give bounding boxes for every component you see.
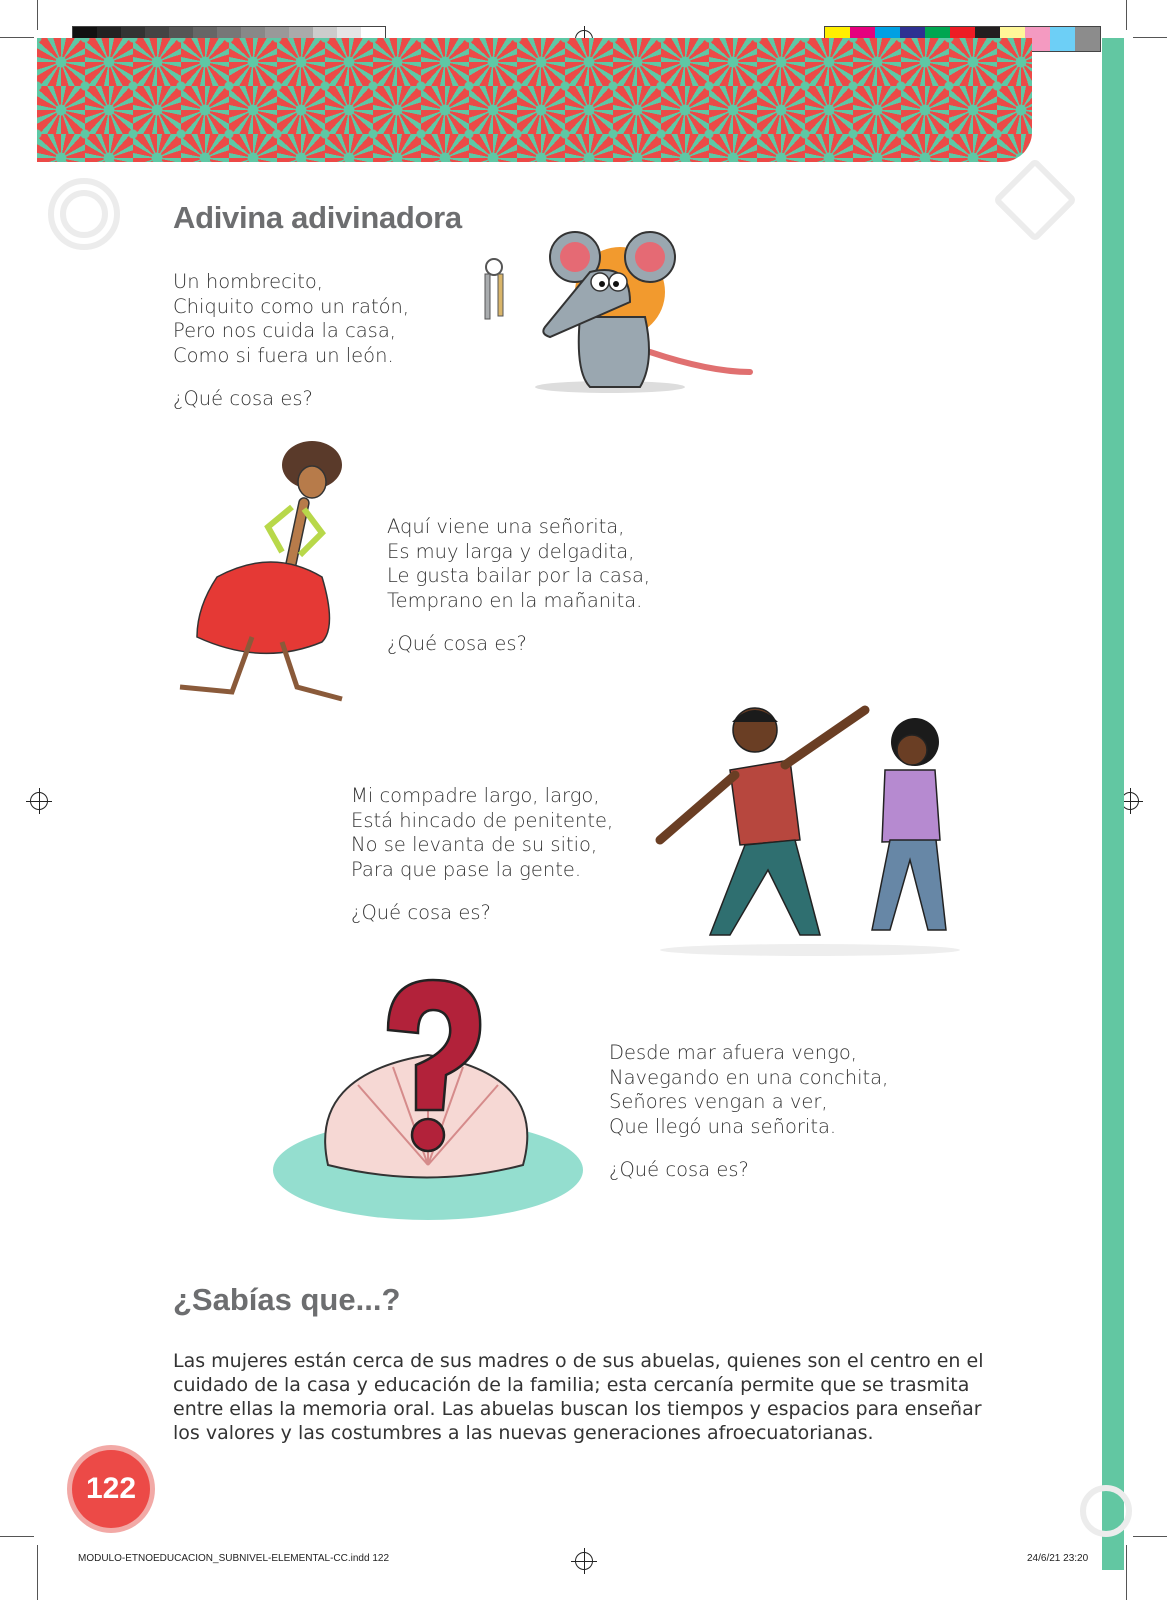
shell-question-illustration: [268, 975, 588, 1225]
crop-mark: [1133, 37, 1167, 38]
riddle-line: Le gusta bailar por la casa,: [387, 564, 651, 587]
registration-mark-left: [30, 792, 48, 810]
riddle-line: Navegando en una conchita,: [609, 1065, 889, 1089]
riddle-4: [609, 1041, 888, 1183]
swirl-ornament: [1080, 1485, 1132, 1537]
crop-mark: [0, 1536, 34, 1537]
decorative-banner: [37, 38, 1032, 162]
riddle-line: Chiquito como un ratón,: [173, 294, 410, 318]
crop-mark: [1126, 1545, 1127, 1600]
page-number: 122: [85, 1472, 137, 1505]
crop-mark: [0, 37, 34, 38]
page-title: Adivina adivinadora: [173, 200, 462, 235]
riddle-line: Aquí viene una señorita,: [387, 515, 625, 538]
riddle-1: [173, 270, 409, 412]
side-color-band: [1102, 38, 1124, 1570]
footer-datetime: 24/6/21 23:20: [1027, 1553, 1089, 1564]
riddle-line: Está hincado de penitente,: [351, 808, 614, 832]
mouse-illustration: [480, 222, 775, 407]
page-number-badge: [72, 1450, 150, 1528]
riddle-line: No se levanta de su sitio,: [351, 833, 598, 856]
riddle-line: Desde mar afuera vengo,: [609, 1041, 857, 1064]
crop-mark: [1133, 1536, 1167, 1537]
riddle-question: ¿Qué cosa es?: [609, 1158, 749, 1181]
broom-lady-illustration: [172, 437, 357, 707]
swirl-ornament: [60, 190, 108, 238]
riddle-line: Un hombrecito,: [173, 270, 323, 293]
riddle-question: ¿Qué cosa es?: [351, 901, 491, 924]
crop-mark: [1126, 0, 1127, 30]
crop-mark: [37, 0, 38, 30]
square-ornament: [993, 158, 1078, 243]
riddle-line: Que llegó una señorita.: [609, 1114, 837, 1138]
sabias-paragraph: Las mujeres están cerca de sus madres o de sus abuelas, quienes son el centro en el cuidado de la casa y educación de la familia; esta cercanía permite que se trasmita entre ellas la memoria oral. Las abuelas buscan los tiempos y espacios para enseñar los valores y las costumbres a las nuevas generaciones afroecuatorianas.: [173, 1350, 984, 1444]
riddle-line: Pero nos cuida la casa,: [173, 319, 396, 342]
crop-mark: [37, 1545, 38, 1600]
riddle-line: Para que pase la gente.: [351, 857, 582, 881]
riddle-question: ¿Qué cosa es?: [387, 632, 527, 655]
section-heading: ¿Sabías que...?: [173, 1282, 401, 1317]
registration-mark-bottom: [575, 1552, 593, 1570]
riddle-line: Como si fuera un león.: [173, 343, 394, 367]
riddle-2: [387, 515, 650, 657]
people-illustration: [650, 700, 970, 960]
riddle-line: Señores vengan a ver,: [609, 1090, 828, 1113]
riddle-question: ¿Qué cosa es?: [173, 387, 313, 410]
riddle-3: [351, 784, 613, 926]
riddle-line: Mi compadre largo, largo,: [351, 784, 600, 807]
riddle-line: Es muy larga y delgadita,: [387, 539, 635, 563]
footer-filename: MODULO-ETNOEDUCACION_SUBNIVEL-ELEMENTAL-CC.indd 122: [78, 1553, 390, 1564]
riddle-line: Temprano en la mañanita.: [387, 588, 643, 612]
